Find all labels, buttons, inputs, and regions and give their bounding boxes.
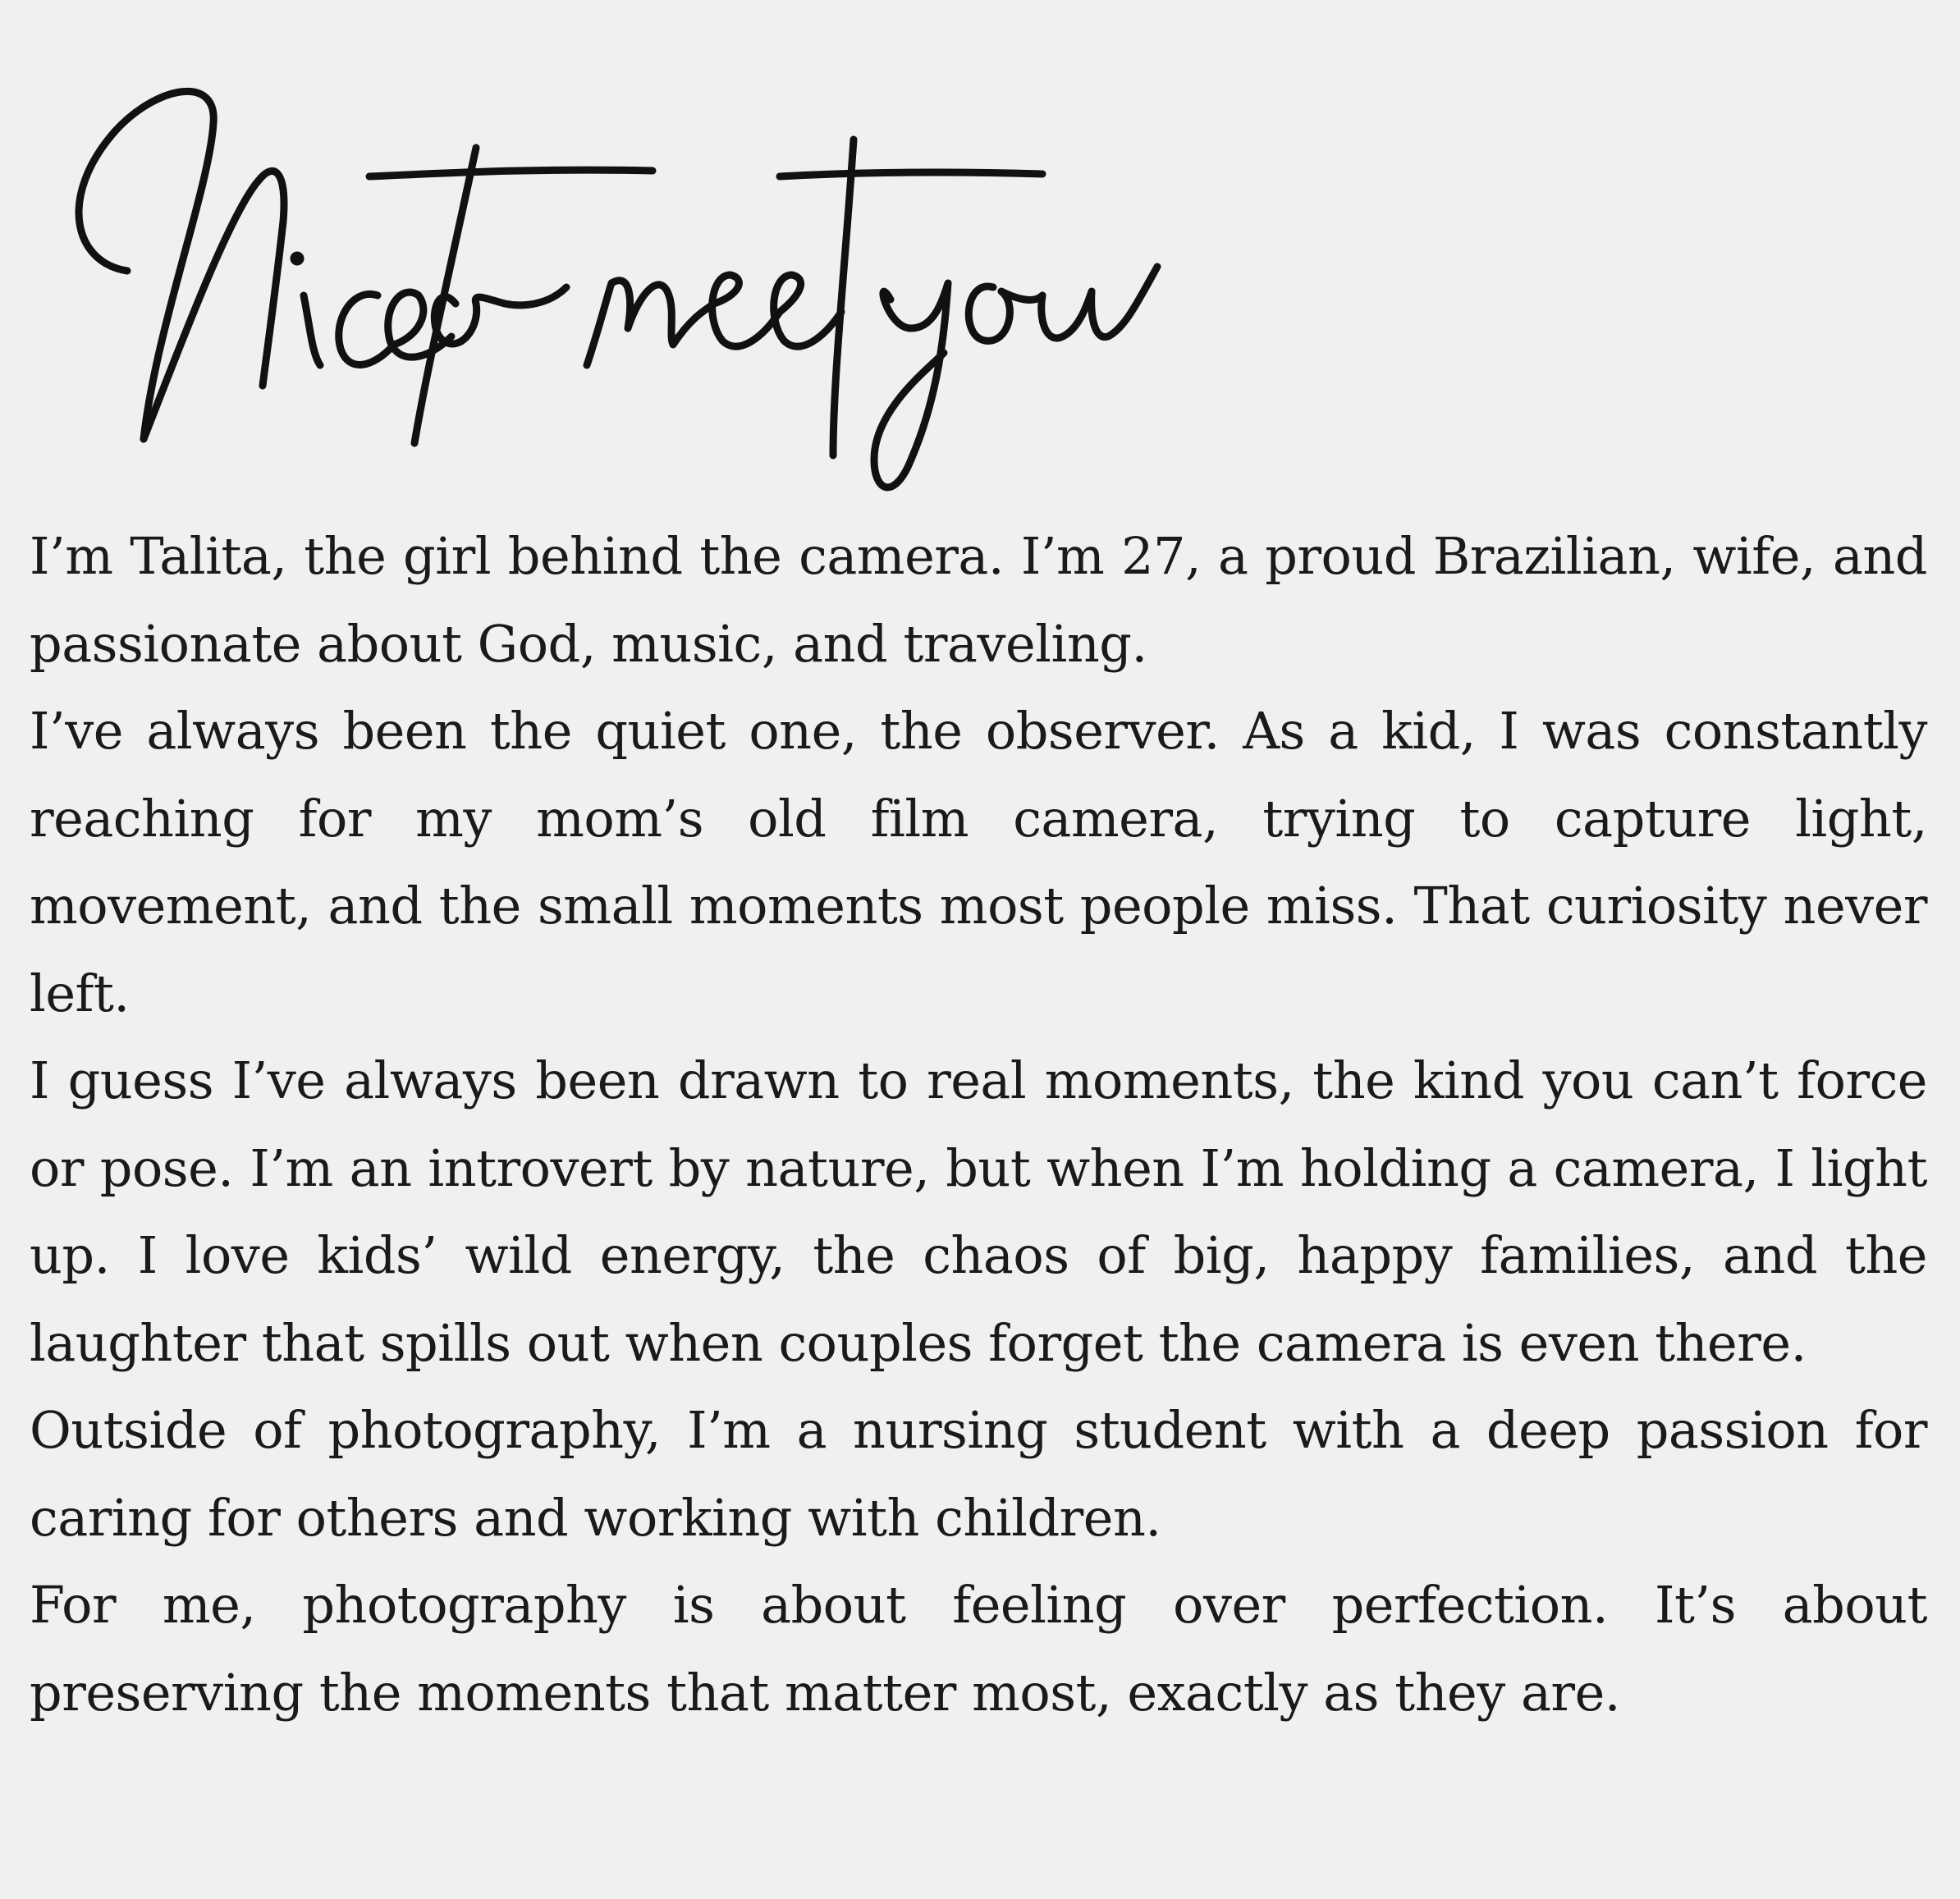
paragraph-observer: I’ve always been the quiet one, the observer. As a kid, I was constantly reaching for my mom’s old film camera, trying to capture light, movement, and the small moments most people miss. That curiosity never left. xyxy=(30,701,1927,1023)
about-text xyxy=(30,513,1927,1737)
paragraph-nursing: Outside of photography, I’m a nursing student with a deep passion for caring for others and working with children. xyxy=(30,1400,1927,1548)
paragraph-philosophy: For me, photography is about feeling over perfection. It’s about preserving the moments that matter most, exactly as they are. xyxy=(30,1575,1927,1723)
handwritten-title-graphic xyxy=(66,57,1445,533)
paragraph-intro: I’m Talita, the girl behind the camera. I’m 27, a proud Brazilian, wife, and passionate about God, music, and traveling. xyxy=(30,526,1927,674)
script-heading xyxy=(66,57,1445,533)
paragraph-real-moments: I guess I’ve always been drawn to real moments, the kind you can’t force or pose. I’m an introvert by nature, but when I’m holding a camera, I light up. I love kids’ wild energy, the chaos of big, happy families, and the laughter that spills out when couples forget the camera is even there. xyxy=(30,1050,1927,1373)
